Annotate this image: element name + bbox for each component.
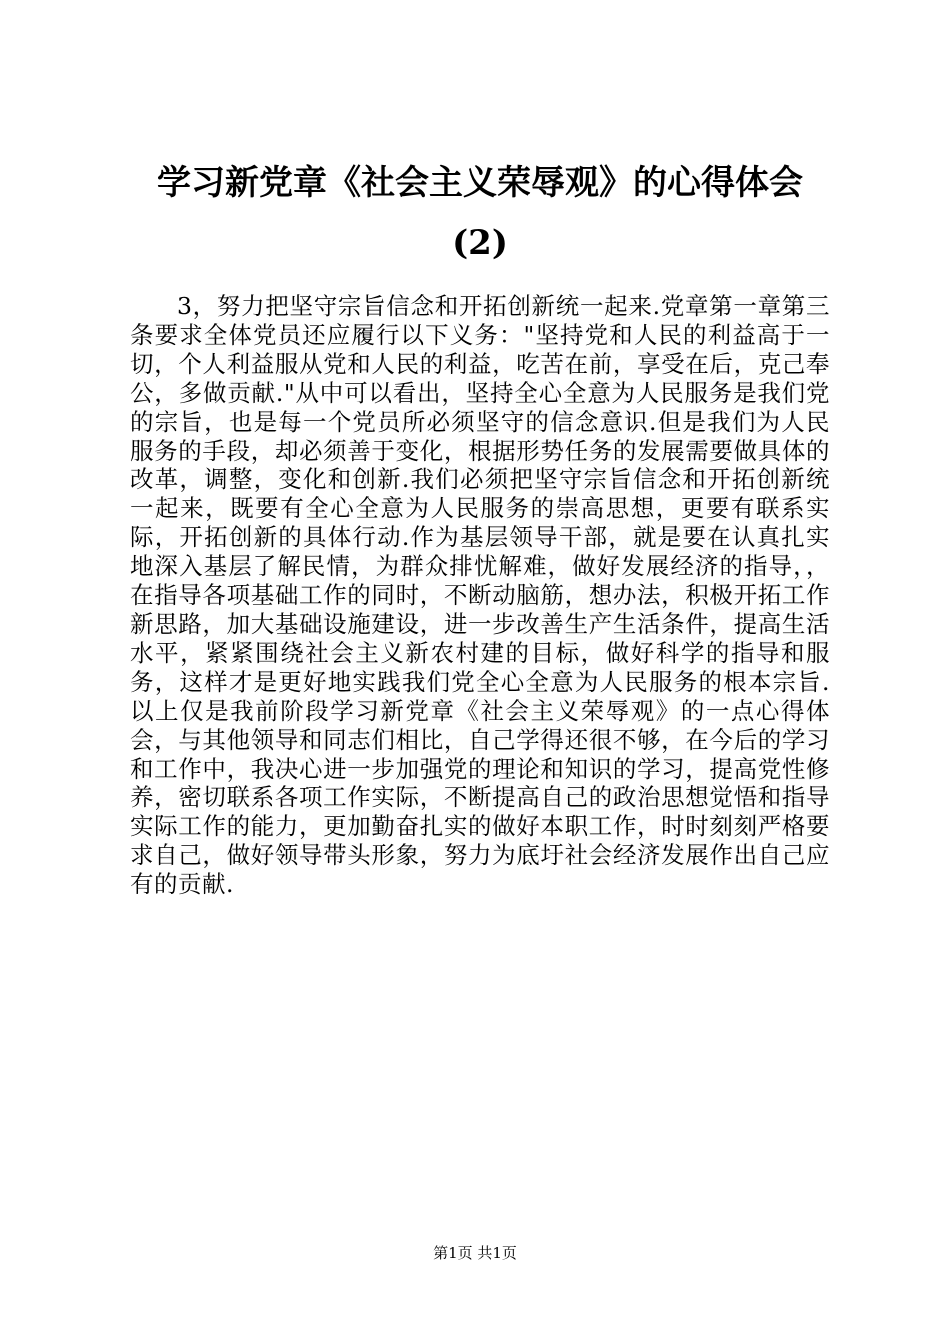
document-title-suffix: (2): [452, 223, 508, 263]
document-title: 学习新党章《社会主义荣辱观》的心得体会: [157, 163, 803, 203]
page-footer: 第1页 共1页: [433, 1244, 517, 1262]
body-paragraph: 3，努力把坚守宗旨信念和开拓创新统一起来.党章第一章第三条要求全体党员还应履行以下义务："坚持党和人民的利益高于一切，个人利益服从党和人民的利益，吃苦在前，享受在后，克己奉公，多做贡献."从中可以看出，坚持全心全意为人民服务是我们党的宗旨，也是每一个党员所必须坚守的信念意识.但是我们为人民服务的手段，却必须善于变化，根据形势任务的发展需要做具体的改革，调整，变化和创新.我们必须把坚守宗旨信念和开拓创新统一起来，既要有全心全意为人民服务的崇高思想，更要有联系实际，开拓创新的具体行动.作为基层领导干部，就是要在认真扎实地深入基层了解民情，为群众排忧解难，做好发展经济的指导，，在指导各项基础工作的同时，不断动脑筋，想办法，积极开拓工作新思路，加大基础设施建设，进一步改善生产生活条件，提高生活水平，紧紧围绕社会主义新农村建的目标，做好科学的指导和服务，这样才是更好地实践我们党全心全意为人民服务的根本宗旨.以上仅是我前阶段学习新党章《社会主义荣辱观》的一点心得体会，与其他领导和同志们相比，自己学得还很不够，在今后的学习和工作中，我决心进一步加强党的理论和知识的学习，提高党性修养，密切联系各项工作实际，不断提高自己的政治思想觉悟和指导实际工作的能力，更加勤奋扎实的做好本职工作，时时刻刻严格要求自己，做好领导带头形象，努力为底圩社会经济发展作出自己应有的贡献.: [130, 292, 830, 899]
